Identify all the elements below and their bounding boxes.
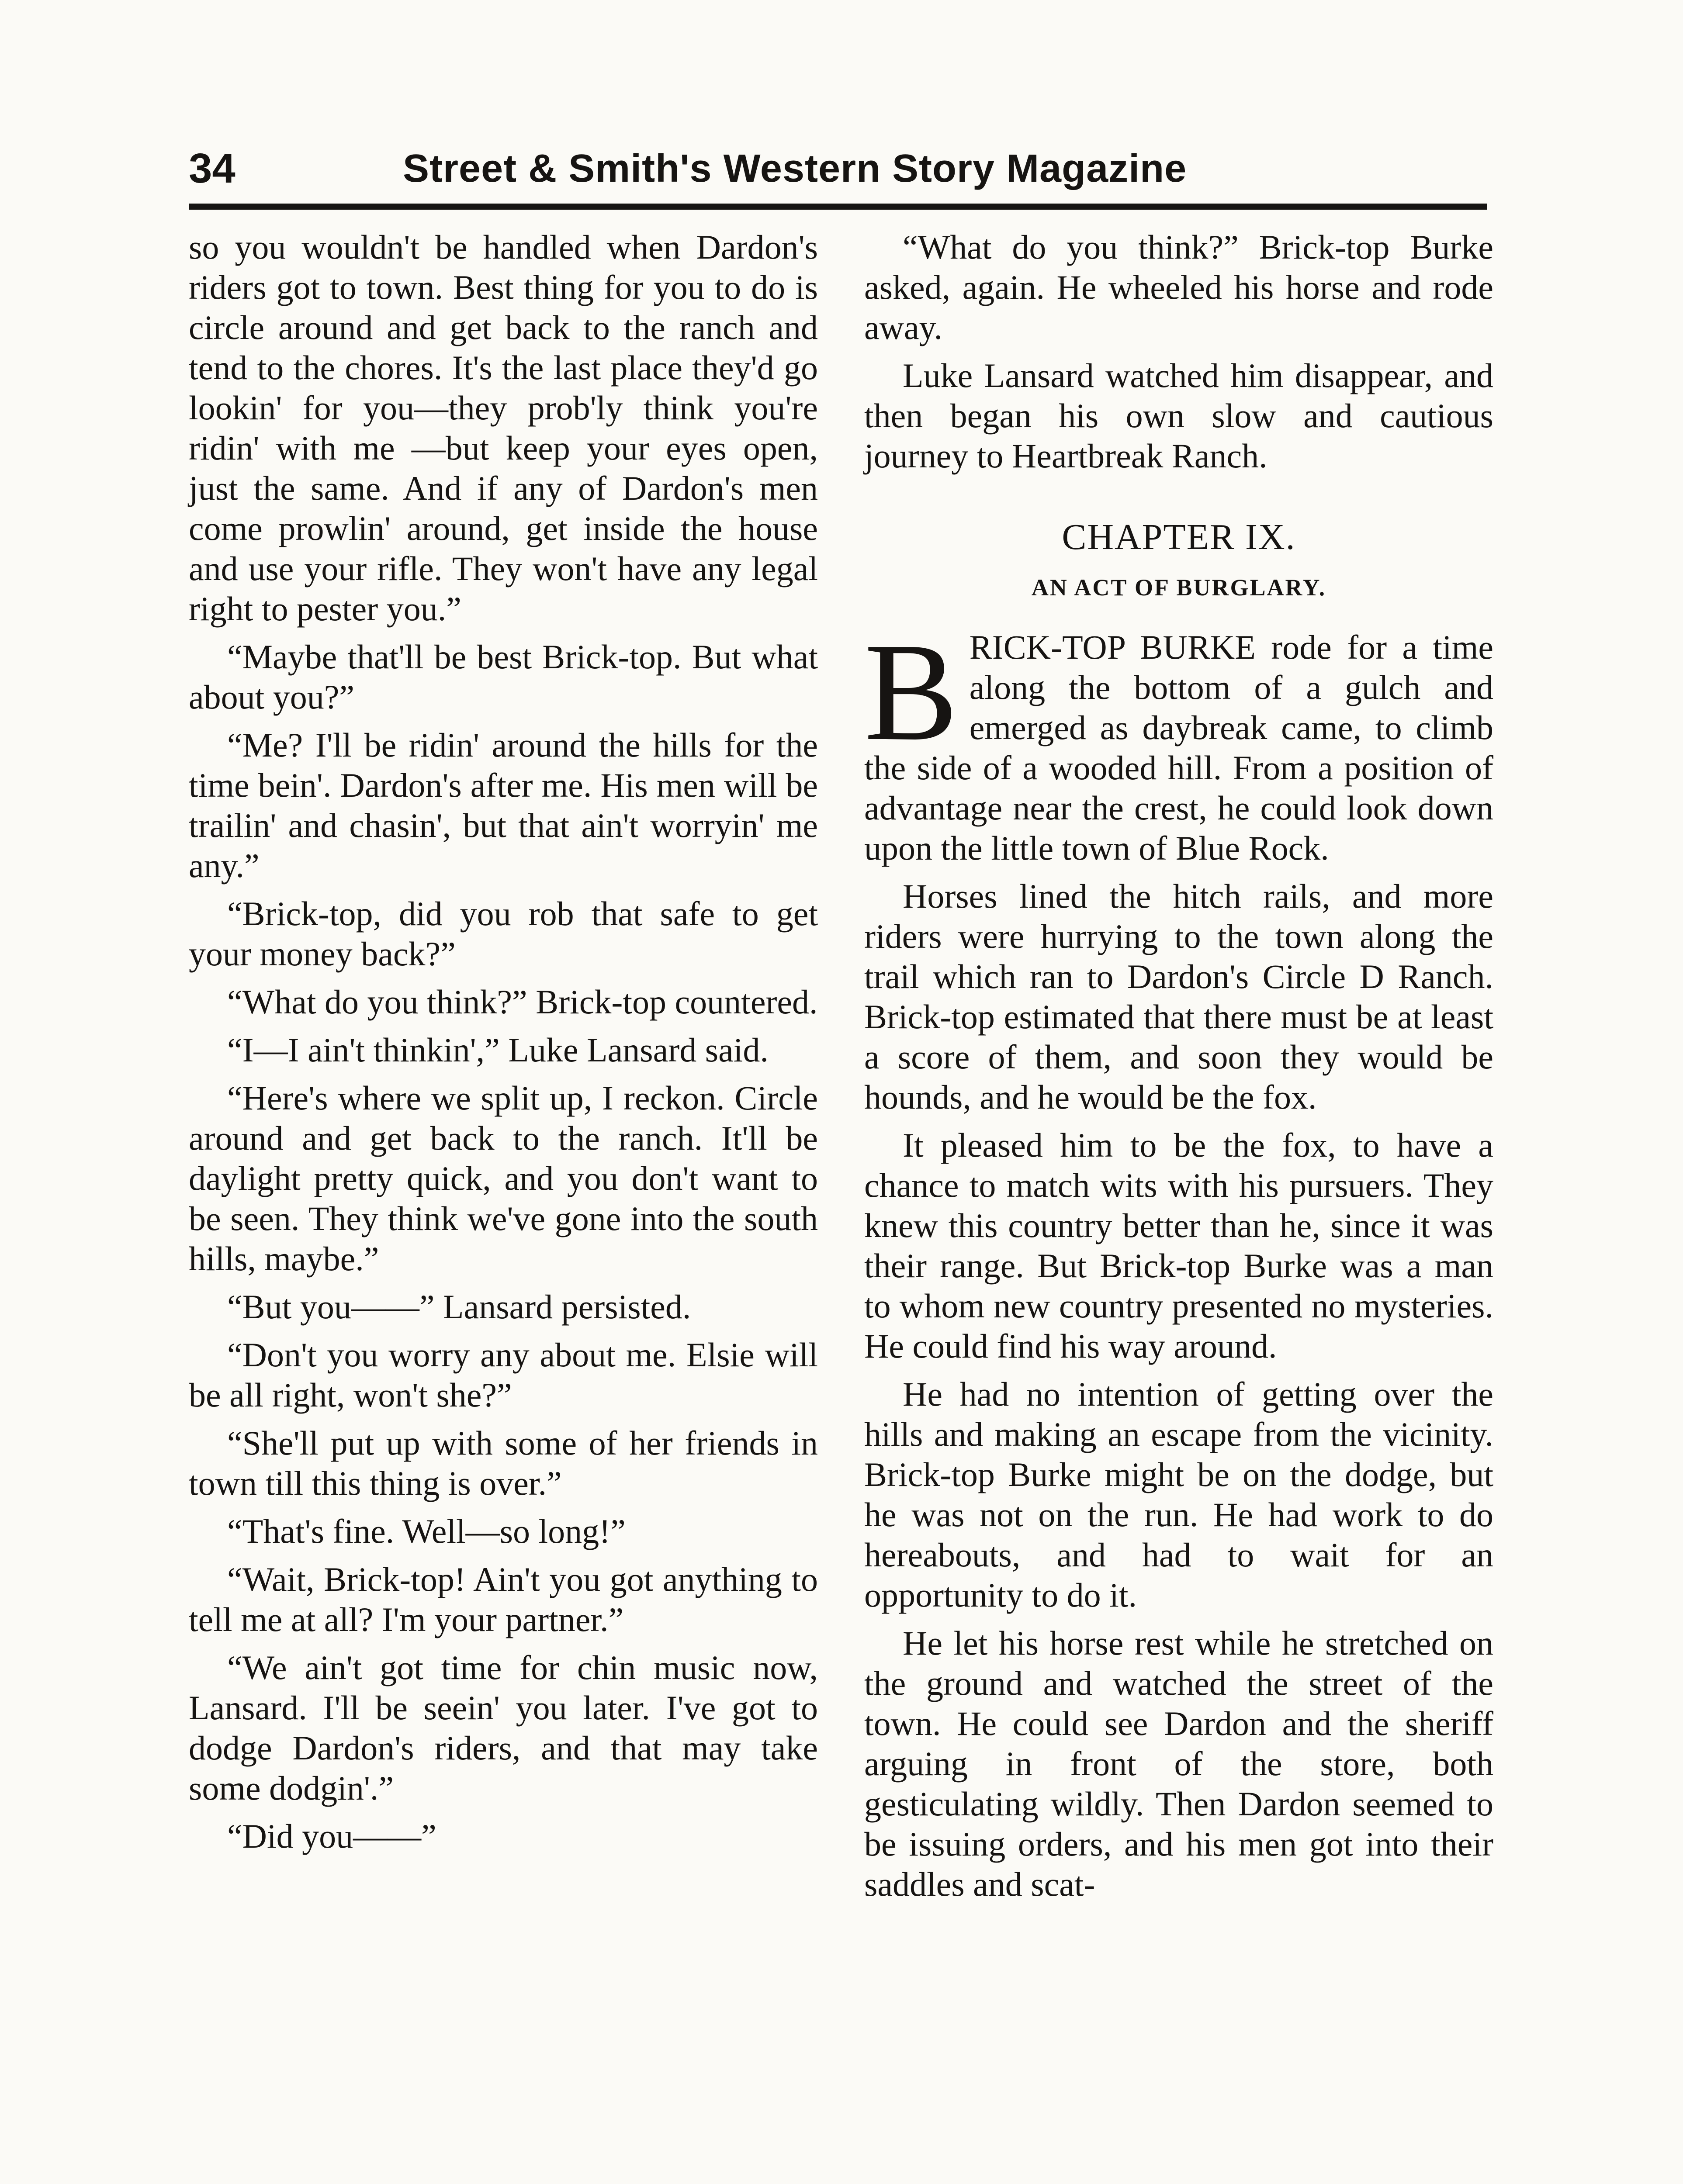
- right-column: [864, 227, 1493, 1912]
- paragraph: “She'll put up with some of her friends in town till this thing is over.”: [189, 1424, 818, 1502]
- paragraph: “What do you think?” Brick-top Burke asked, again. He wheeled his horse and rode away.: [864, 228, 1493, 346]
- paragraph: “That's fine. Well—so long!”: [227, 1512, 626, 1550]
- page-header: [189, 138, 1487, 210]
- paragraph: “Here's where we split up, I reckon. Circle around and get back to the ranch. It'll be daylight pretty quick, and you don't want to be seen. They think we've gone into the south hills, maybe.”: [189, 1079, 818, 1278]
- paragraph: “But you——” Lansard persisted.: [227, 1288, 691, 1326]
- paragraph: It pleased him to be the fox, to have a chance to match wits with his pursuers. They knew this country better than he, since it was their range. But Brick-top Burke was a man to whom new country presented no mysteries. He could find his way around.: [864, 1126, 1493, 1365]
- paragraph: “We ain't got time for chin music now, Lansard. I'll be seein' you later. I've got to dodge Dardon's riders, and that may take some dodgin'.”: [189, 1648, 818, 1807]
- paragraph: “Maybe that'll be best Brick-top. But what about you?”: [189, 638, 818, 716]
- paragraph: Luke Lansard watched him disappear, and then began his own slow and cautious journey to Heartbreak Ranch.: [864, 356, 1493, 475]
- left-column: [189, 227, 818, 1864]
- paragraph: “Don't you worry any about me. Elsie will be all right, won't she?”: [189, 1336, 818, 1414]
- chapter-opening-paragraph: [864, 614, 1493, 868]
- page-number: 34: [189, 145, 235, 192]
- paragraph: Horses lined the hitch rails, and more riders were hurrying to the town along the trail which ran to Dardon's Circle D Ranch. Brick-top estimated that there must be at least a score of them, and soon they would be hounds, and he would be the fox.: [864, 877, 1493, 1116]
- paragraph: He let his horse rest while he stretched on the ground and watched the street of the town. He could see Dardon and the sheriff arguing in front of the store, both gesticulating wildly. Then Dardon seemed to be issuing orders, and his men got into their saddles and scat-: [864, 1624, 1493, 1903]
- paragraph: He had no intention of getting over the hills and making an escape from the vicinity. Brick-top Burke might be on the dodge, but he was not on the run. He had work to do hereabouts, and had to wait for an opportunity to do it.: [864, 1375, 1493, 1614]
- running-title: Street & Smith's Western Story Magazine: [403, 147, 1187, 190]
- paragraph: “Me? I'll be ridin' around the hills for the time bein'. Dardon's after me. His men will be trailin' and chasin', but that ain't worryin' me any.”: [189, 726, 818, 885]
- chapter-opening-text: RICK-TOP BURKE rode for a time along the bottom of a gulch and emerged as daybreak came, to climb the side of a wooded hill. From a position of advantage near the crest, he could look down upon the little town of Blue Rock.: [864, 628, 1493, 867]
- paragraph: “I—I ain't thinkin',” Luke Lansard said.: [227, 1031, 769, 1069]
- drop-cap: B: [864, 614, 958, 770]
- paragraph: so you wouldn't be handled when Dardon's riders got to town. Best thing for you to do is circle around and get back to the ranch and tend to the chores. It's the last place they'd go lookin' for you—they prob'ly think you're ridin' with me —but keep your eyes open, just the same. And if any of Dardon's men come prowlin' around, get inside the house and use your rifle. They won't have any legal right to pester you.”: [189, 228, 818, 628]
- paragraph: “What do you think?” Brick-top countered.: [227, 983, 818, 1021]
- paragraph: “Did you——”: [227, 1817, 436, 1855]
- chapter-title: CHAPTER IX.: [1062, 517, 1296, 557]
- paragraph: “Wait, Brick-top! Ain't you got anything to tell me at all? I'm your partner.”: [189, 1560, 818, 1638]
- chapter-subtitle: AN ACT OF BURGLARY.: [1031, 574, 1326, 601]
- paragraph: “Brick-top, did you rob that safe to get your money back?”: [189, 895, 818, 973]
